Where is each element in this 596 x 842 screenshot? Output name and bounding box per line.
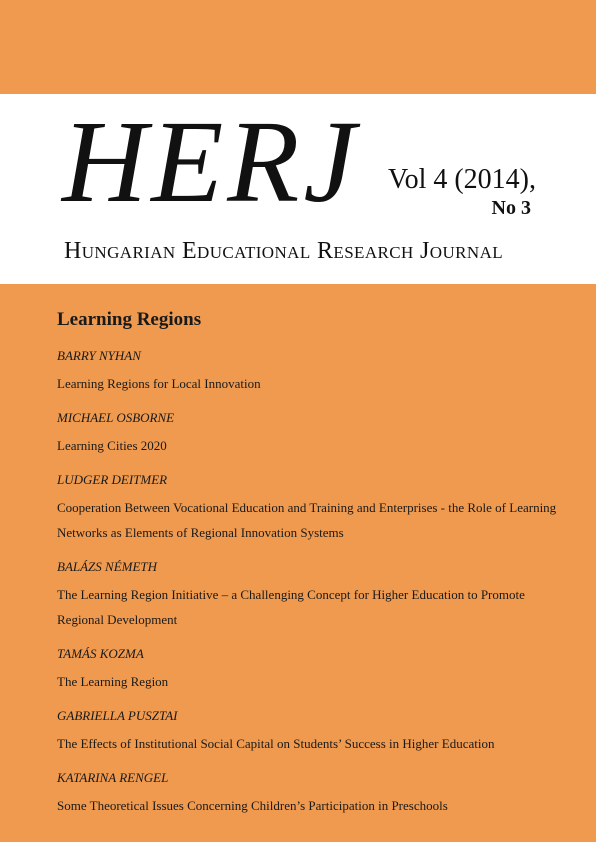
article-entry xyxy=(57,409,567,458)
article-entry xyxy=(57,769,567,818)
volume-label: Vol 4 (2014), xyxy=(387,164,536,195)
article-title: Learning Regions for Local Innovation xyxy=(57,376,261,391)
article-title: The Learning Region Initiative – a Challenging Concept for Higher Education to Promote Regional Development xyxy=(57,587,525,627)
article-entry xyxy=(57,471,567,545)
article-entry xyxy=(57,558,567,632)
table-of-contents xyxy=(57,307,567,831)
article-title: Cooperation Between Vocational Education and Training and Enterprises - the Role of Learning Networks as Elements of Regional Innovation Systems xyxy=(57,500,557,540)
article-entry xyxy=(57,645,567,694)
journal-logo: HERJ xyxy=(62,96,360,227)
article-author: GABRIELLA PUSZTAI xyxy=(57,708,178,723)
article-title: The Learning Region xyxy=(57,674,169,689)
section-title: Learning Regions xyxy=(57,309,202,330)
issue-number: No 3 xyxy=(491,197,531,219)
article-author: TAMÁS KOZMA xyxy=(57,646,144,661)
article-title: The Effects of Institutional Social Capital on Students’ Success in Higher Education xyxy=(57,736,495,751)
article-entry xyxy=(57,707,567,756)
journal-full-name: Hungarian Educational Research Journal xyxy=(64,238,504,264)
article-title: Learning Cities 2020 xyxy=(57,438,167,453)
article-title: Some Theoretical Issues Concerning Children’s Participation in Preschools xyxy=(57,798,448,813)
article-author: KATARINA RENGEL xyxy=(57,770,169,785)
article-author: MICHAEL OSBORNE xyxy=(57,410,175,425)
article-entry xyxy=(57,347,567,396)
article-author: LUDGER DEITMER xyxy=(57,472,168,487)
article-author: BARRY NYHAN xyxy=(57,348,141,363)
article-author: BALÁZS NÉMETH xyxy=(57,559,158,574)
